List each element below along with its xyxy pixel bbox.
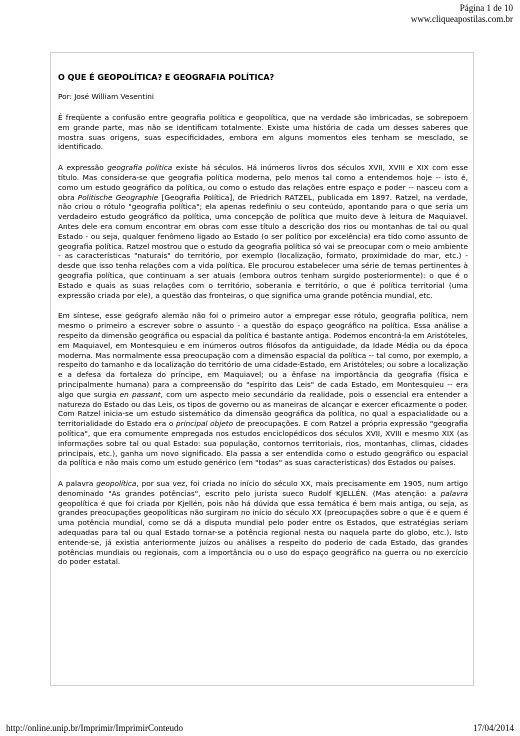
italic-text: palavra	[440, 488, 468, 498]
text-run: existe há séculos. Há inúmeros livros dos séculos XVII, XVIII e XIX com esse título. Mas considera-se que geografia política moderna, pelo menos tal como a entendemos hoje -- isto é, como um estudo geográfico da política, ou como o estudo das relações entre espaço e poder -- nasceu com a obra	[58, 163, 469, 202]
italic-text: en passant	[119, 389, 161, 399]
page-indicator: Página 1 de 10	[459, 3, 513, 13]
text-run: , por sua vez, foi criada no início do século XX, mais precisamente em 1905, num artigo denominado "As grandes potências", escrito pelo jurista sueco Rudolf KJELLÉN. (Mas atenção: a	[58, 479, 468, 498]
paragraph-4	[58, 479, 471, 567]
text-run: geopolítica é que foi criada por Kjellén, pois não há dúvida que essa temática é bem mais antiga, ou seja, as grandes preocupações geopolíticas não surgiram no início do século XX (preocupações sobre o que é e quem é uma potência mundial, como se dá a disputa mundial pelo poder entre os Estados, que estratégias seriam adequadas para tal ou qual Estado tornar-se a potência regional nesta ou naquela parte do globo, etc.). Isto entende-se, já existia anteriormente juízos ou análises a respeito do poderio de cada Estado, das grandes potências mundiais ou regionais, com a importância ou o uso do espaço geográfico na guerra ou no exercício do poder estatal.	[58, 498, 468, 567]
paragraph-2	[58, 163, 471, 300]
text-run: [Geografia Política], de Friedrich RATZEL, publicada em 1897. Ratzel, na verdade, não criou o rótulo "geografia política"; ela apenas redefiniu o seu conteúdo, apontando para o que seria um verdadeiro estudo geográfico da política, uma concepção de política que muito deve à leitura de Maquiavel. Antes dele era comum encontrar em obras com esse título a descrição dos rios ou montanhas de tal ou qual Estado - ou seja, qualquer fenômeno ligado ao Estado (o ser político por excelência) era tido como assunto de geografia política. Ratzel mostrou que o estudo da geografia política só vai se preocupar com o meio ambiente - as características "naturais" do território, por exemplo (localização, formato, proximidade do mar, etc.) - desde que isso tenha relações com a vida política. Ele procurou estabelecer uma série de temas pertinentes à geografia política, que continuam a ser atuais (embora outros tenham surgido posteriormente): o que é o Estado e quais as suas relações com o território, soberania e território, o que é política territorial (uma expressão criada por ele), a questão das fronteiras, o que significa uma grande potência mundial, etc.	[58, 192, 468, 300]
article-title: O QUE É GEOPOLÍTICA? E GEOGRAFIA POLÍTICA?	[58, 73, 275, 82]
site-watermark: www.cliqueapostilas.com.br	[410, 14, 513, 24]
paragraph-3	[58, 311, 471, 468]
italic-text: geopolítica	[96, 479, 137, 489]
italic-text: Politische Geographie	[77, 192, 159, 202]
article-author: Por: José William Vesentini	[58, 92, 154, 101]
text-run: , com um aspecto meio secundário da realidade, pois o essencial era entender a natureza do Estado ou das Leis, os tipos de governo ou as maneiras de alcançar e exercer eficazmente o poder. Com Ratzel inicia-se um estudo sistemático da dimensão geográfica da política, no qual a espacialidade ou a territorialidade do Estado era o	[58, 389, 468, 429]
footer-date: 17/04/2014	[472, 723, 514, 733]
text-run: A palavra	[58, 479, 97, 489]
text-run: Em síntese, esse geógrafo alemão não foi o primeiro autor a empregar esse rótulo, geografia política, nem mesmo o primeiro a escrever sobre o assunto - a questão do espaço geográfico na política. Essa análise a respeito da dimensão geográfica ou espacial da política é bastante antiga. Podemos encontrá-la em Aristóteles, em Maquiavel, em Montesquieu e em inúmeros outros filósofos da antiguidade, da Idade Média ou da época moderna. Mas normalmente essa preocupação com a dimensão espacial da política -- tal como, por exemplo, a respeito do tamanho e da localização do território de uma cidade-Estado, em Aristóteles; ou sobre a localização e a defesa da fortaleza do príncipe, em Maquiavel; ou a ênfase na importância da geografia (física e principalmente humana) para a compreensão do "espírito das Leis" de cada Estado, em Montesquieu -- era algo que surgia	[58, 311, 468, 399]
text-run: A expressão	[58, 163, 108, 173]
paragraph-1: É freqüente a confusão entre geografia política e geopolítica, que na verdade são imbricadas, se sobrepoem em grande parte, mas não se identificam totalmente. Existe uma história de cada um desses saberes que mostra suas origens, suas especificidades, embora em alguns momentos eles tenham se mesclado, se identificado.	[58, 113, 468, 152]
text-run: de preocupações. E com Ratzel a própria expressão "geografia política", que era comumente empregada nos estudos enciclopédicos dos séculos XVII, XVIII e mesmo XIX (as informações sobre tal ou qual Estado: sua população, contornos territoriais, rios, montanhas, climas, cidades principais, etc.), ganha um novo significado. Ela passa a ser entendida como o estudo geográfico ou espacial da política e não mais como um estudo genérico (em "todas" as suas características) dos Estados ou países.	[58, 419, 468, 468]
page-header	[411, 3, 513, 25]
footer-url: http://online.unip.br/Imprimir/ImprimirConteudo	[6, 723, 183, 733]
article-frame	[50, 52, 474, 686]
italic-text: principal objeto	[176, 419, 234, 429]
italic-text: geografia política	[107, 163, 173, 173]
